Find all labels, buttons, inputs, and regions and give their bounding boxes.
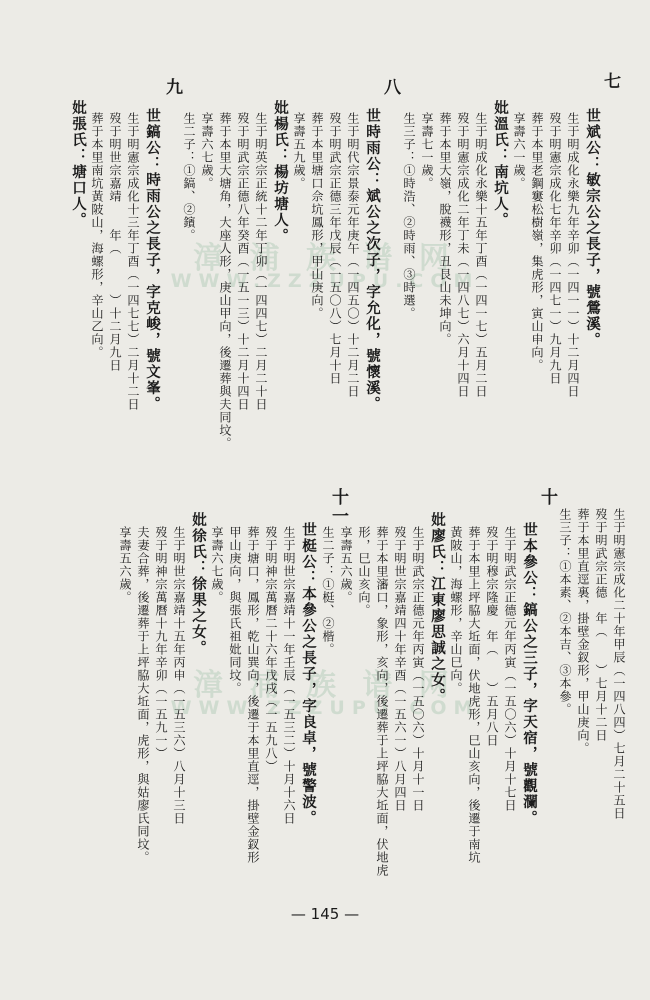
death-record: 歿于明武宗正德 年（ ）七月十二日	[594, 508, 608, 742]
burial-record: 葬于本里上坪脇大坵面，伏地虎形，巳山亥向，後遷于南坑	[467, 526, 481, 864]
birth-record: 生于明英宗正統十二年丁卯（一四四七）二月二十日	[254, 112, 268, 411]
death-record: 歿于明憲宗成化七年辛卯（一四七一）九月九日	[548, 112, 562, 385]
burial-record: 葬于塘口，鳳形，乾山巽向，後遷于本里直逕，掛壁金釵形	[246, 526, 260, 864]
death-record: 歿于明世宗嘉靖四十年辛酉（一五六一）八月四日	[393, 526, 407, 812]
wife-heading: 妣楊氏：楊坊塘人。	[272, 100, 289, 244]
wife-heading: 妣溫氏：南坑人。	[492, 100, 509, 228]
birth-record: 生于明代宗景泰元年庚午（一四五〇）十二月二日	[346, 112, 360, 398]
death-record: 歿于明憲宗成化二年丁未（一四八七）六月十四日	[456, 112, 470, 398]
entry-heading: 世鎬公：時雨公之長子，字克峻，號文峯。	[144, 108, 161, 412]
burial-record-cont: 形，巳山亥向。	[357, 526, 371, 617]
generation-number: 九	[162, 78, 182, 97]
age-record: 享壽五九歲。	[292, 112, 306, 190]
burial-record: 葬于本里南坑黃陂山，海螺形，辛山乙向。	[90, 112, 104, 359]
entry-heading: 世本參公：鎬公之三子，字天宿，號觀瀾。	[521, 522, 538, 826]
sons-record: 生三子：①本素、②本吉、③本參。	[558, 508, 572, 716]
birth-record: 生于明世宗嘉靖十一年壬辰（一五三二）十月十六日	[282, 526, 296, 825]
sons-record: 生三子：①時浩、②時雨、③時選。	[402, 112, 416, 320]
burial-record-cont: 甲山庚向，與張氏祖妣同坟。	[228, 526, 242, 695]
burial-record: 夫妻合葬，後遷葬于上坪脇大坵面，虎形，與姑廖氏同坟。	[136, 526, 150, 864]
wife-heading: 妣廖氏：江東廖思誠之女。	[429, 512, 446, 704]
death-record: 歿于明神宗萬曆十九年辛卯（一五九一）	[154, 526, 168, 760]
page-number: — 145 —	[290, 905, 360, 923]
sons-record: 生二子：①鎬、②鑌。	[182, 112, 196, 242]
burial-record-cont: 黃陂山，海螺形，辛山巳向。	[449, 526, 463, 695]
entry-heading: 世梃公：本參公之長子，字良卓，號警波。	[300, 522, 317, 826]
watermark-text: 漳 浦 族 谱 网	[193, 241, 457, 276]
generation-number: 十一	[328, 488, 348, 526]
age-record: 享壽七一歲。	[420, 112, 434, 190]
death-record: 歿于明世宗嘉靖 年（ ）十二月九日	[108, 112, 122, 372]
death-record: 歿于明神宗萬曆二十六年戊戌（一五九八）	[264, 526, 278, 773]
age-record: 享壽六七歲。	[210, 526, 224, 604]
entry-heading: 世斌公：敏宗公之長子，號鶯溪。	[584, 108, 601, 348]
burial-record: 葬于本里塘口佘坑鳳形，甲山庚向。	[310, 112, 324, 320]
birth-record: 生于明成化永樂十五年丁酉（一四一七）五月二日	[474, 112, 488, 398]
burial-record: 葬于本里直逕裏，掛壁金釵形，甲山庚向。	[576, 508, 590, 755]
burial-record: 葬于本里瀋口，象形，亥向，後遷葬于上坪脇大坵面，伏地虎	[375, 526, 389, 877]
entry-heading: 世時雨公：斌公之次子，字允化，號懷溪。	[364, 108, 381, 412]
generation-number: 七	[600, 72, 620, 91]
wife-heading: 妣張氏：塘口人。	[70, 100, 87, 228]
age-record: 享壽六七歲。	[200, 112, 214, 190]
watermark-text: 漳 浦 族 谱 网	[193, 668, 457, 703]
birth-record: 生于明憲宗成化二十年甲辰（一四八四）七月二十五日	[612, 508, 626, 820]
birth-record: 生于明憲宗成化十三年丁酉（一四七七）二月十二日	[126, 112, 140, 411]
watermark-url: WWW.ZZZUPU.COM	[170, 697, 480, 719]
birth-record: 生于明成化永樂九年辛卯（一四一一）十二月四日	[566, 112, 580, 398]
burial-record: 葬于本里老鋼窶松樹嶺，集虎形，寅山申向。	[530, 112, 544, 372]
burial-record: 葬于本里大嶺，脫襪形，丑艮山未坤向。	[438, 112, 452, 346]
generation-number: 八	[380, 78, 400, 97]
age-record: 享壽六一歲。	[512, 112, 526, 190]
death-record: 歿于明武宗正德八年癸酉（一五一三）十二月十四日	[236, 112, 250, 411]
death-record: 歿于明武宗正德三年戊辰（一五〇八）七月十日	[328, 112, 342, 385]
wife-heading: 妣徐氏：徐果之女。	[190, 512, 207, 656]
birth-record: 生于明武宗正德元年丙寅（一五〇六）十月十七日	[503, 526, 517, 812]
birth-record: 生于明世宗嘉靖十五年丙申（一五三六）八月十三日	[172, 526, 186, 825]
age-record: 享壽五六歲。	[339, 526, 353, 604]
age-record: 享壽五六歲。	[118, 526, 132, 604]
death-record: 歿于明穆宗隆慶 年（ ）五月八日	[485, 526, 499, 747]
generation-number: 十	[537, 488, 557, 507]
birth-record: 生于明武宗正德元年丙寅（一五〇六）十月十一日	[411, 526, 425, 812]
burial-record: 葬于本里大塘角，大座人形，庚山甲向，後遷葬與夫同坟。	[218, 112, 232, 450]
watermark-url: WWW.ZZZUPU.COM	[170, 270, 480, 292]
sons-record: 生二子：①梃、②楷。	[321, 526, 335, 656]
